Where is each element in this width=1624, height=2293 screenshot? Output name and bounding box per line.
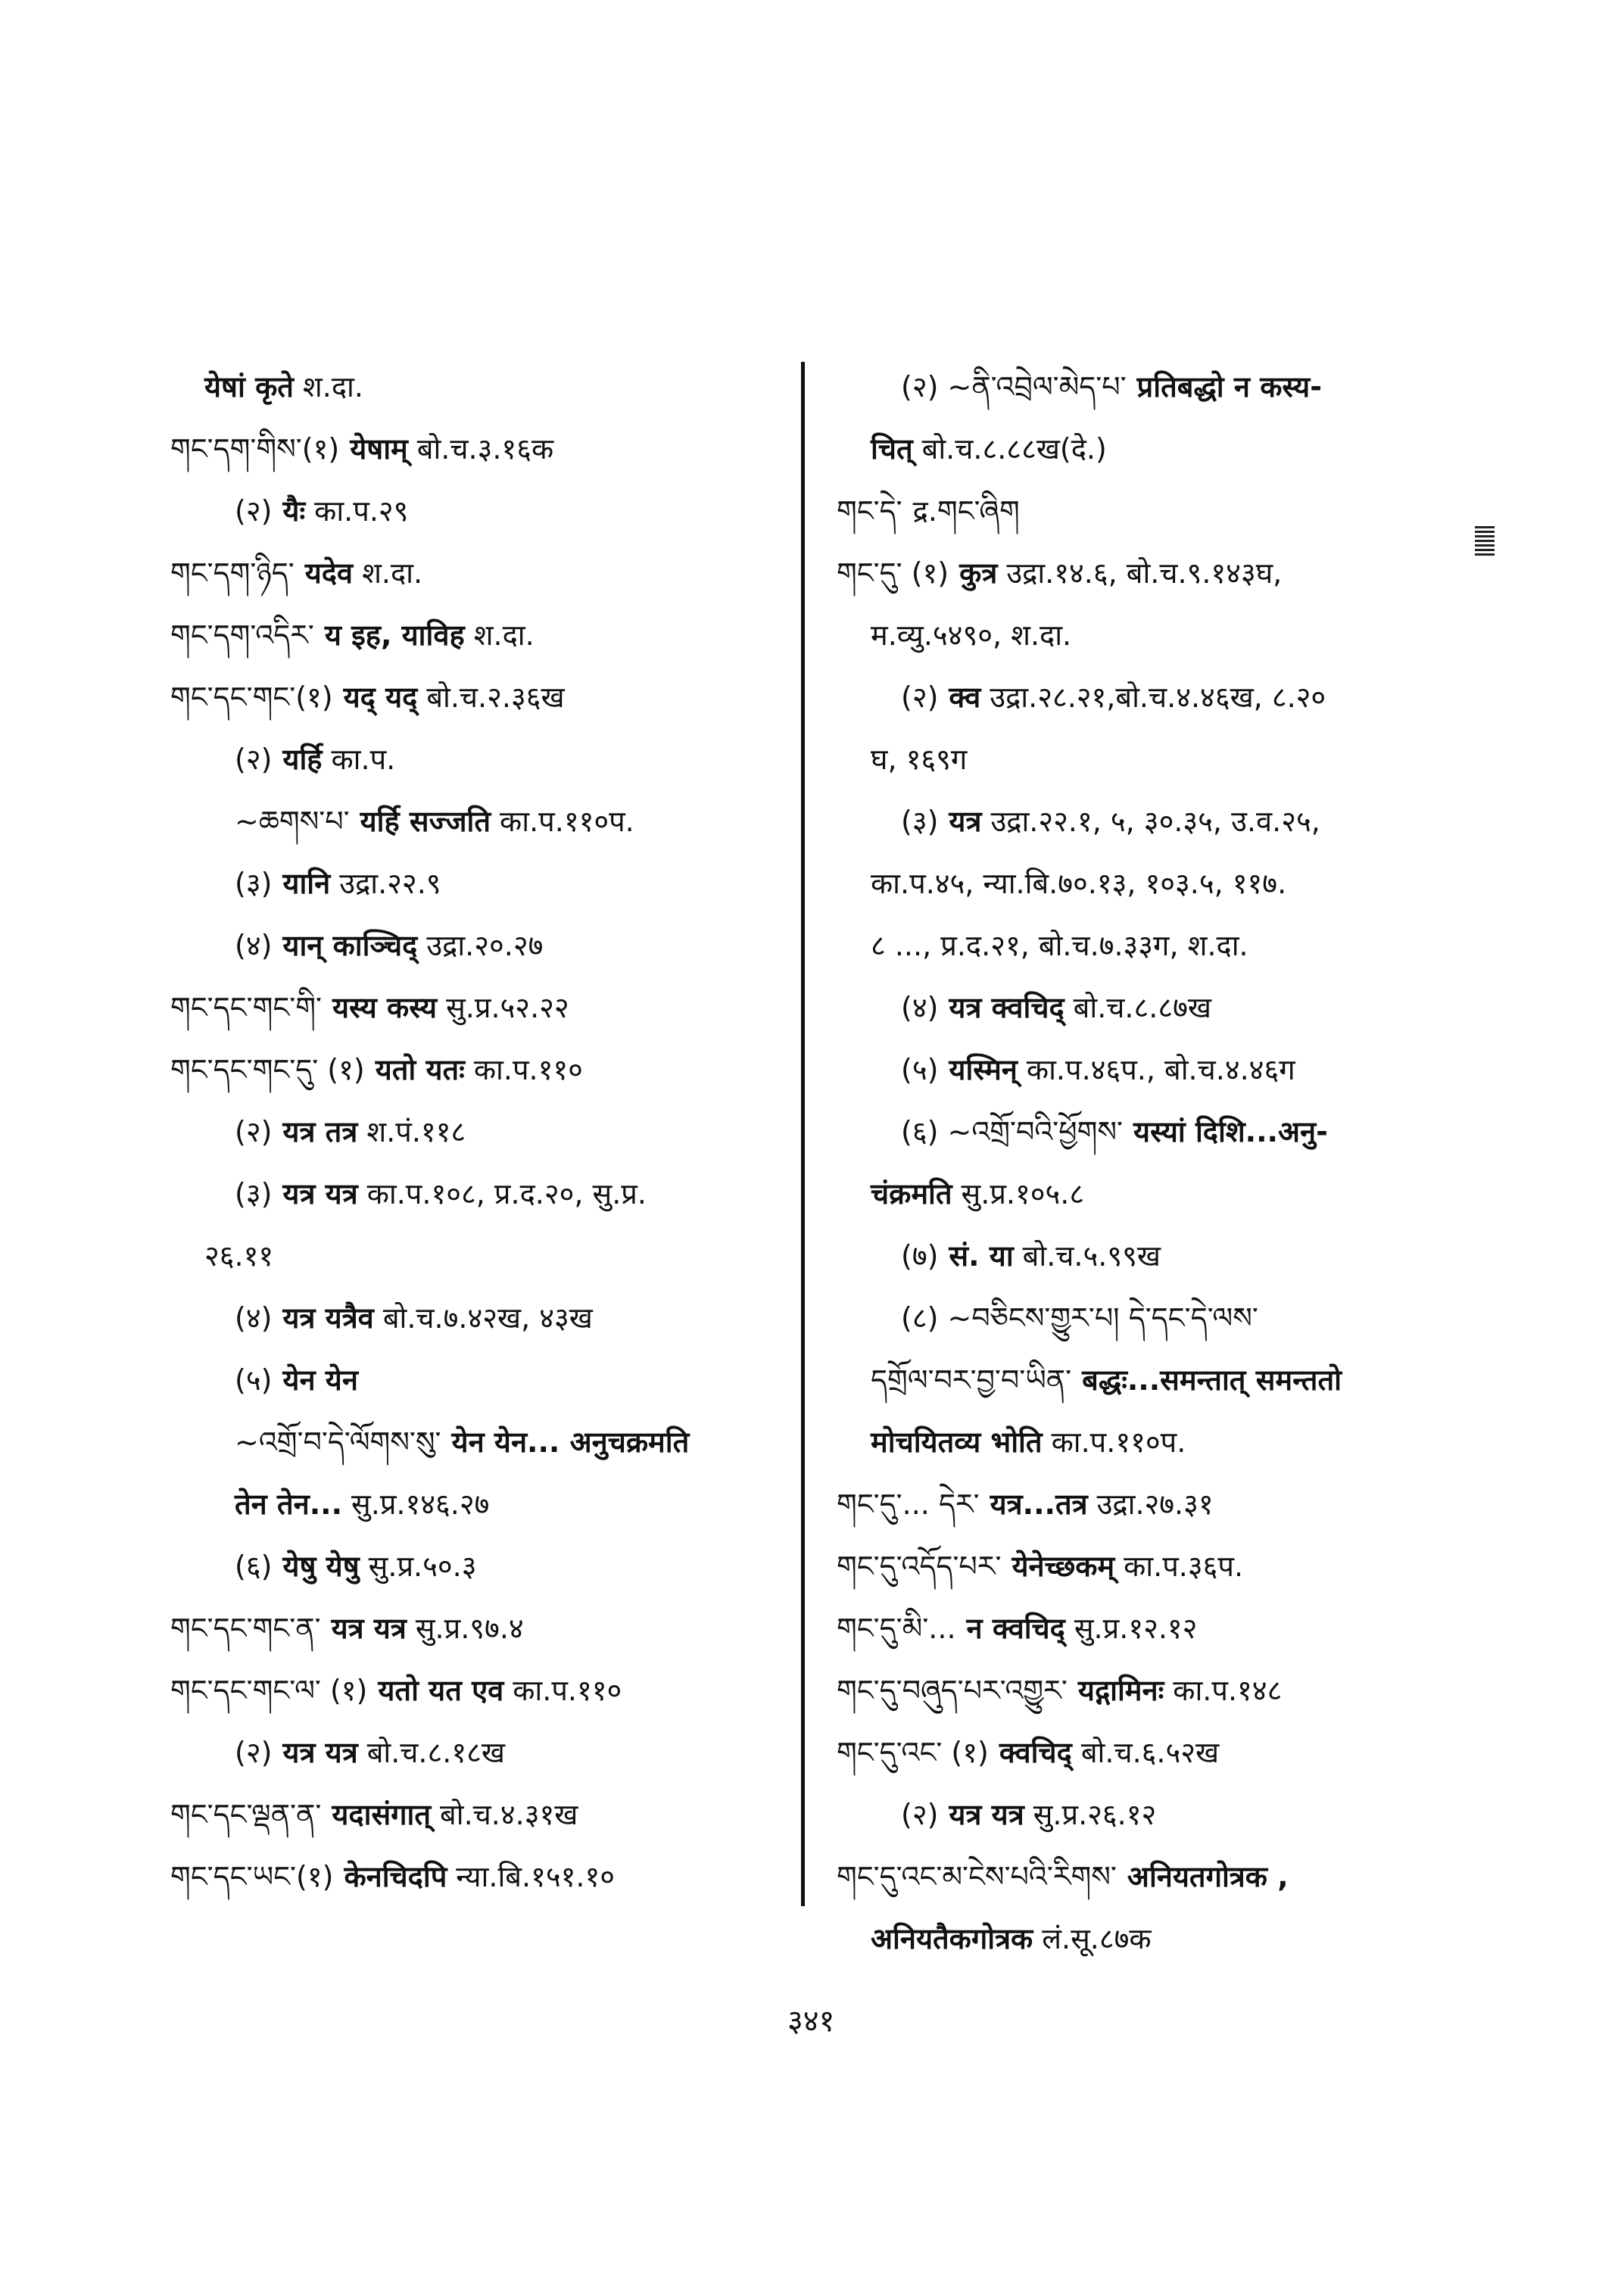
tibetan-headword: གང་དག་གིས་(१): [170, 432, 340, 466]
tibetan-headword: ~ཆགས་པ་: [235, 805, 350, 838]
source-reference: सु.प्र.५०.३: [368, 1550, 477, 1583]
entry-line: [170, 852, 776, 914]
tibetan-headword: གང་དུ་ (१): [837, 556, 949, 590]
entry-line: [837, 666, 1457, 728]
left-column: [170, 356, 776, 1908]
tibetan-headword: གང་དང་ལྡན་ན་: [170, 1798, 322, 1831]
sanskrit-equivalent: यर्हि सज्जति: [360, 805, 491, 838]
source-reference: का.प.११०: [513, 1674, 622, 1707]
entry-line: [170, 728, 776, 790]
tibetan-headword: (२): [235, 1736, 273, 1769]
tibetan-headword: (८) ~བཅིངས་གྱུར་པ། དེ་དང་དེ་ལས་: [901, 1301, 1258, 1335]
sanskrit-equivalent: यतो यत एव: [378, 1674, 504, 1707]
tibetan-headword: གང་དག་ཉིད་: [170, 556, 295, 590]
sanskrit-equivalent: येषाम्: [350, 432, 408, 466]
tibetan-headword: གང་དང་གང་ལ་ (१): [170, 1674, 368, 1707]
tibetan-headword: གང་དུ་འདོད་པར་: [837, 1550, 1002, 1583]
source-reference: उद्रा.१४.६, बो.च.९.१४३घ,: [1006, 556, 1283, 590]
source-reference: उद्रा.२२.९: [339, 867, 441, 900]
sanskrit-equivalent: येन येन... अनुचक्रमति: [451, 1425, 690, 1459]
source-reference: का.प.४६प., बो.च.४.४६ग: [1026, 1053, 1295, 1086]
source-reference: बो.च.५.९९ख: [1022, 1239, 1161, 1273]
entry-line: [170, 480, 776, 542]
source-reference: बो.च.७.४२ख, ४३ख: [382, 1301, 593, 1335]
entry-line: [837, 604, 1457, 666]
sanskrit-equivalent: यद् यद्: [343, 681, 418, 714]
sanskrit-equivalent: यत्र यत्र: [282, 1177, 358, 1210]
column-divider: [801, 362, 805, 1906]
source-reference: उद्रा.२०.२७: [426, 929, 544, 962]
sanskrit-equivalent: यत्र यत्र: [949, 1798, 1024, 1831]
sanskrit-equivalent: यानि: [282, 867, 331, 900]
tibetan-headword: (२): [901, 681, 939, 714]
sanskrit-equivalent: यस्मिन्: [949, 1053, 1018, 1086]
sanskrit-equivalent: यत्र तत्र: [282, 1115, 358, 1148]
entry-line: [170, 1846, 776, 1908]
source-reference: का.प.३६प.: [1124, 1550, 1244, 1583]
entry-line: [170, 1287, 776, 1349]
sanskrit-equivalent: येषां कृते: [204, 370, 294, 403]
sanskrit-equivalent: यर्हि: [282, 743, 323, 776]
sanskrit-equivalent: मोचयितव्य भोति: [871, 1425, 1043, 1459]
entry-line: [837, 1846, 1457, 1908]
tibetan-headword: (४): [235, 1301, 273, 1335]
entry-line: [837, 728, 1457, 790]
entry-line: [837, 1721, 1457, 1784]
source-reference: श.दा.: [302, 370, 363, 403]
sanskrit-equivalent: यदेव: [304, 556, 354, 590]
sanskrit-equivalent: तेन तेन...: [235, 1488, 343, 1521]
source-reference: लं.सू.८७क: [1042, 1922, 1152, 1955]
source-reference: बो.च.२.३६ख: [426, 681, 565, 714]
tibetan-headword: (३): [235, 867, 273, 900]
sanskrit-equivalent: यत्र...तत्र: [990, 1488, 1088, 1521]
tibetan-headword: (३): [901, 805, 939, 838]
entry-line: [170, 1721, 776, 1784]
sanskrit-equivalent: यस्यां दिशि...अनु-: [1133, 1115, 1328, 1148]
sanskrit-equivalent: यत्र यत्रैव: [282, 1301, 374, 1335]
sanskrit-equivalent: य इह, याविह: [324, 618, 465, 652]
tibetan-headword: (२): [901, 1798, 939, 1831]
tibetan-headword: གང་དུ་འང་ (१): [837, 1736, 989, 1769]
entry-line: [170, 1784, 776, 1846]
entry-line: [170, 1349, 776, 1411]
tibetan-headword: གང་དང་ཡང་(१): [170, 1860, 334, 1893]
entry-line: [837, 1784, 1457, 1846]
entry-line: [170, 542, 776, 604]
entry-line: [837, 1163, 1457, 1225]
entry-line: [170, 1039, 776, 1101]
source-reference: श.दा.: [473, 618, 535, 652]
tibetan-headword: གང་དུ་བཞུད་པར་འགྱུར་: [837, 1674, 1068, 1707]
source-reference: बो.च.८.१८ख: [366, 1736, 505, 1769]
sanskrit-equivalent: येन येन: [282, 1363, 358, 1397]
source-reference: बो.च.६.५२ख: [1080, 1736, 1220, 1769]
tibetan-headword: གང་དུ་འང་མ་ངེས་པའི་རིགས་: [837, 1860, 1117, 1893]
margin-mark: [1475, 526, 1495, 558]
sanskrit-equivalent: यान् काञ्चिद्: [282, 929, 418, 962]
sanskrit-equivalent: यत्र: [949, 805, 982, 838]
tibetan-headword: (६): [235, 1550, 273, 1583]
entry-line: [170, 1659, 776, 1721]
source-reference: का.प.४५, न्या.बि.७०.१३, १०३.५, ११७.: [871, 867, 1287, 900]
source-reference: श.दा.: [362, 556, 423, 590]
entry-line: [170, 1411, 776, 1473]
sanskrit-equivalent: अनियतैकगोत्रक: [871, 1922, 1033, 1955]
source-reference: न्या.बि.१५१.१०: [456, 1860, 615, 1893]
entry-line: [837, 418, 1457, 480]
source-reference: २६.११: [204, 1239, 274, 1273]
tibetan-headword: གང་དེ་: [837, 494, 902, 528]
entry-line: [837, 977, 1457, 1039]
tibetan-headword: (२): [235, 743, 273, 776]
entry-line: [837, 1101, 1457, 1163]
tibetan-headword: (२) ~ནི་འབྲེལ་མེད་པ་: [901, 370, 1127, 403]
source-reference: श.पं.११८: [366, 1115, 466, 1148]
tibetan-headword: (२): [235, 1115, 273, 1148]
source-reference: का.प.११०प.: [1051, 1425, 1186, 1459]
entry-line: [837, 1908, 1457, 1970]
tibetan-headword: (७): [901, 1239, 939, 1273]
sanskrit-equivalent: क्वचिद्: [999, 1736, 1072, 1769]
entry-line: [170, 914, 776, 977]
entry-line: [837, 356, 1457, 418]
entry-line: [837, 1039, 1457, 1101]
entry-line: [170, 666, 776, 728]
entry-line: [837, 1535, 1457, 1597]
source-reference: द्र.གང་ཞིག: [912, 494, 1020, 528]
entry-line: [837, 1597, 1457, 1659]
sanskrit-equivalent: क्व: [949, 681, 981, 714]
source-reference: उद्रा.२७.३१: [1096, 1488, 1214, 1521]
source-reference: सु.प्र.५२.२२: [446, 991, 569, 1024]
entry-line: [170, 604, 776, 666]
sanskrit-equivalent: यत्र यत्र: [282, 1736, 358, 1769]
tibetan-headword: (५): [901, 1053, 939, 1086]
sanskrit-equivalent: यतो यतः: [375, 1053, 465, 1086]
tibetan-headword: དགྲོལ་བར་བྱ་བ་ཡིན་: [871, 1363, 1072, 1397]
page-number: ३४१: [787, 2004, 835, 2039]
entry-line: [170, 1597, 776, 1659]
tibetan-headword: གང་དག་འདིར་: [170, 618, 314, 652]
source-reference: बो.च.४.३१ख: [440, 1798, 578, 1831]
entry-line: [170, 418, 776, 480]
source-reference: सु.प्र.१२.१२: [1074, 1612, 1198, 1645]
tibetan-headword: གང་དུ་མི་...: [837, 1612, 956, 1645]
right-column: [837, 356, 1457, 1970]
source-reference: का.प.: [331, 743, 396, 776]
source-reference: उद्रा.२८.२१,बो.च.४.४६ख, ८.२०: [990, 681, 1326, 714]
entry-line: [170, 977, 776, 1039]
tibetan-headword: ~འགྲོ་བ་དེ་ལོགས་སུ་: [235, 1425, 441, 1459]
sanskrit-equivalent: अनियतगोत्रक ,: [1127, 1860, 1289, 1893]
sanskrit-equivalent: न क्वचिद्: [966, 1612, 1065, 1645]
entry-line: [837, 1225, 1457, 1287]
sanskrit-equivalent: यद्गामिनः: [1077, 1674, 1164, 1707]
source-reference: का.प.१०८, प्र.द.२०, सु.प्र.: [366, 1177, 647, 1210]
sanskrit-equivalent: प्रतिबद्धो न कस्य-: [1136, 370, 1322, 403]
entry-line: [837, 480, 1457, 542]
source-reference: उद्रा.२२.१, ५, ३०.३५, उ.व.२५,: [990, 805, 1320, 838]
entry-line: [837, 1349, 1457, 1411]
source-reference: ८ ..., प्र.द.२१, बो.च.७.३३ग, श.दा.: [871, 929, 1248, 962]
source-reference: घ, १६९ग: [871, 743, 968, 776]
source-reference: म.व्यु.५४९०, श.दा.: [871, 618, 1072, 652]
entry-line: [837, 790, 1457, 852]
sanskrit-equivalent: यैः: [282, 494, 306, 528]
entry-line: [170, 356, 776, 418]
tibetan-headword: གང་དང་གང་ན་: [170, 1612, 321, 1645]
sanskrit-equivalent: केनचिदपि: [344, 1860, 447, 1893]
sanskrit-equivalent: कुत्र: [959, 556, 998, 590]
entry-line: [170, 1473, 776, 1535]
entry-line: [837, 1411, 1457, 1473]
source-reference: सु.प्र.१०५.८: [961, 1177, 1085, 1210]
source-reference: का.प.१४८: [1173, 1674, 1283, 1707]
tibetan-headword: (४): [235, 929, 273, 962]
tibetan-headword: (४): [901, 991, 939, 1024]
entry-line: [837, 1287, 1457, 1349]
source-reference: बो.च.८.८८ख(दे.): [921, 432, 1107, 466]
source-reference: का.प.११०प.: [500, 805, 634, 838]
entry-line: [170, 790, 776, 852]
source-reference: सु.प्र.२६.१२: [1033, 1798, 1157, 1831]
entry-line: [170, 1225, 776, 1287]
tibetan-headword: (६) ~འགྲོ་བའི་ཕྱོགས་: [901, 1115, 1124, 1148]
source-reference: का.प.११०: [473, 1053, 583, 1086]
entry-line: [837, 542, 1457, 604]
sanskrit-equivalent: यत्र क्वचिद्: [949, 991, 1064, 1024]
source-reference: सु.प्र.९७.४: [415, 1612, 524, 1645]
tibetan-headword: གང་དང་གང་(१): [170, 681, 333, 714]
tibetan-headword: (३): [235, 1177, 273, 1210]
source-reference: सु.प्र.१४६.२७: [351, 1488, 490, 1521]
sanskrit-equivalent: यत्र यत्र: [331, 1612, 407, 1645]
sanskrit-equivalent: बद्धः...समन्तात् समन्ततो: [1082, 1363, 1342, 1397]
sanskrit-equivalent: यदासंगात्: [332, 1798, 432, 1831]
sanskrit-equivalent: चंक्रमति: [871, 1177, 952, 1210]
sanskrit-equivalent: येनेच्छकम्: [1011, 1550, 1115, 1583]
entry-line: [170, 1101, 776, 1163]
tibetan-headword: (५): [235, 1363, 273, 1397]
entry-line: [837, 852, 1457, 914]
tibetan-headword: གང་དུ་... དེར་: [837, 1488, 980, 1521]
entry-line: [837, 1473, 1457, 1535]
entry-line: [837, 1659, 1457, 1721]
sanskrit-equivalent: येषु येषु: [282, 1550, 360, 1583]
tibetan-headword: གང་དང་གང་གི་: [170, 991, 322, 1024]
entry-line: [837, 914, 1457, 977]
sanskrit-equivalent: चित्: [871, 432, 913, 466]
sanskrit-equivalent: सं. या: [949, 1239, 1014, 1273]
entry-line: [170, 1535, 776, 1597]
source-reference: बो.च.८.८७ख: [1073, 991, 1211, 1024]
source-reference: बो.च.३.१६क: [416, 432, 554, 466]
entry-line: [170, 1163, 776, 1225]
tibetan-headword: གང་དང་གང་དུ་ (१): [170, 1053, 365, 1086]
sanskrit-equivalent: यस्य कस्य: [332, 991, 438, 1024]
source-reference: का.प.२९: [314, 494, 409, 528]
tibetan-headword: (२): [235, 494, 273, 528]
